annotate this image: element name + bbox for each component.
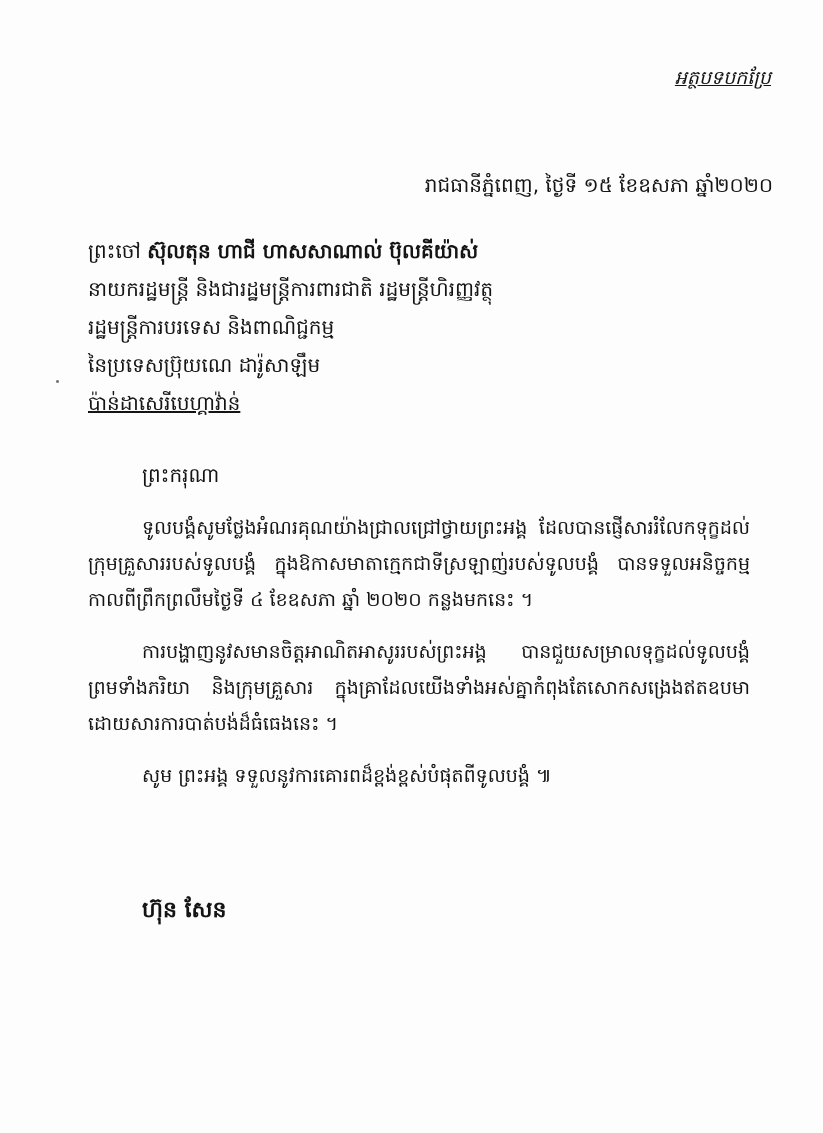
addressee-honorific: ព្រះចៅ bbox=[88, 239, 141, 263]
letter-body bbox=[88, 510, 750, 810]
addressee-block bbox=[88, 232, 768, 422]
signature: ហ៊ុន សែន bbox=[142, 898, 227, 923]
closing-paragraph: សូម ព្រះអង្គ ទទួលនូវការគោរពដ៏ខ្ពង់ខ្ពស់បំផុតពីទូលបង្គំ ៕ bbox=[142, 765, 552, 787]
margin-mark bbox=[56, 380, 59, 383]
body-paragraph-1: ទូលបង្គំសូមថ្លែងអំណរគុណយ៉ាងជ្រាលជ្រៅថ្វាយព្រះអង្គ ដែលបានផ្ញើសាររំលែកទុក្ខដល់ក្រុមគ្រួសាររបស់ទូលបង្គំ ក្នុងឱកាសមាតាក្មេកជាទីស្រឡាញ់របស់ទូលបង្គំ បានទទួលអនិច្ចកម្មកាលពីព្រឹកព្រលឹមថ្ងៃទី ៤ ខែឧសភា ឆ្នាំ ២០២០ កន្លងមកនេះ ។ bbox=[88, 517, 750, 611]
addressee-name-line bbox=[88, 232, 768, 270]
addressee-country-line: នៃប្រទេសប្រ៊ុយណេ ដារ៉ូសាឡឹម bbox=[88, 353, 321, 377]
date-line: រាជធានីភ្នំពេញ, ថ្ងៃទី ១៥ ខែឧសភា ឆ្នាំ២០២០ bbox=[424, 173, 773, 197]
body-paragraph-2: ការបង្ហាញនូវសមានចិត្តអាណិតអាសូររបស់ព្រះអង្គ បានជួយសម្រាលទុក្ខដល់ទូលបង្គំ ព្រមទាំងភរិយា និងក្រុមគ្រួសារ ក្នុងគ្រាដែលយើងទាំងអស់គ្នាកំពុងតែសោកសង្រេងឥតឧបមា ដោយសារការបាត់បង់ដ៏ធំធេងនេះ ។ bbox=[88, 641, 750, 735]
addressee-name: ស៊ុលតុន ហាជី ហាសសាណាល់ ប៊ុលគីយ៉ាស់ bbox=[147, 239, 479, 263]
addressee-title-line: នាយករដ្ឋមន្ត្រី និងជារដ្ឋមន្ត្រីការពារជាតិ រដ្ឋមន្ត្រីហិរញ្ញវត្ថុ bbox=[88, 277, 494, 301]
addressee-title-line-2: រដ្ឋមន្ត្រីការបរទេស និងពាណិជ្ជកម្ម bbox=[88, 315, 335, 339]
translation-note: អត្ថបទបកប្រែ bbox=[674, 67, 771, 89]
addressee-city: ប៉ាន់ដាសេរីបេហ្គាវ៉ាន់ bbox=[88, 391, 241, 415]
salutation: ព្រះករុណា bbox=[142, 463, 220, 487]
